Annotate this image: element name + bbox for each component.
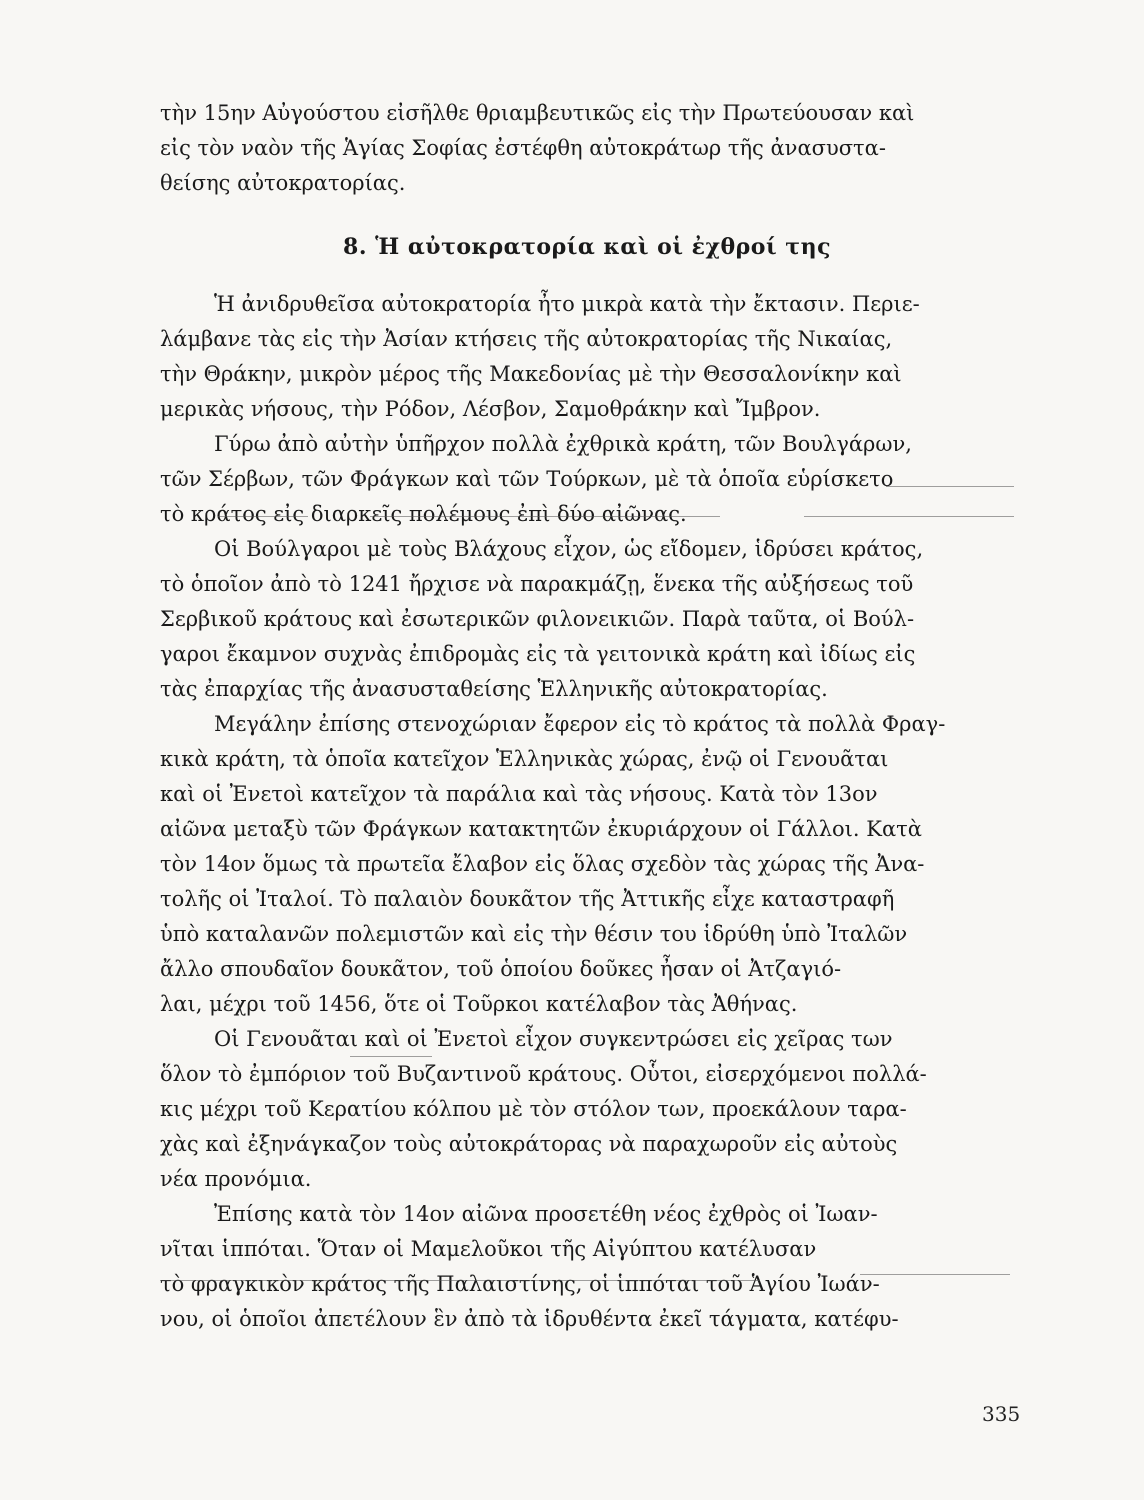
paragraph-line: Γύρω ἀπὸ αὐτὴν ὑπῆρχον πολλὰ ἐχθρικὰ κράτη, τῶν Βουλγάρων, xyxy=(214,432,912,456)
paragraph-line: Ἐπίσης κατὰ τὸν 14ον αἰῶνα προσετέθη νέος ἐχθρὸς οἱ Ἰωαν- xyxy=(214,1202,878,1226)
body-text xyxy=(160,96,1014,1337)
paragraph-line: γαροι ἔκαμνον συχνὰς ἐπιδρομὰς εἰς τὰ γειτονικὰ κράτη καὶ ἰδίως εἰς xyxy=(160,642,916,666)
paragraph-line: χὰς καὶ ἐξηνάγκαζον τοὺς αὐτοκράτορας νὰ παραχωροῦν εἰς αὐτοὺς xyxy=(160,1132,898,1156)
paragraph-line: Μεγάλην ἐπίσης στενοχώριαν ἔφερον εἰς τὸ κράτος τὰ πολλὰ Φραγ- xyxy=(214,712,946,736)
paragraph-line: τῶν Σέρβων, τῶν Φράγκων καὶ τῶν Τούρκων, μὲ τὰ ὁποῖα εὑρίσκετο xyxy=(160,467,894,491)
paragraph-line: τὴν Θράκην, μικρὸν μέρος τῆς Μακεδονίας μὲ τὴν Θεσσαλονίκην καὶ xyxy=(160,362,902,386)
intro-line: τὴν 15ην Αὐγούστου εἰσῆλθε θριαμβευτικῶς εἰς τὴν Πρωτεύουσαν καὶ xyxy=(160,101,915,125)
paragraph-line: ὅλον τὸ ἐμπόριον τοῦ Βυζαντινοῦ κράτους. Οὗτοι, εἰσερχόμενοι πολλά- xyxy=(160,1062,927,1086)
section-heading: 8. Ἡ αὐτοκρατορία καὶ οἱ ἐχθροί της xyxy=(343,234,831,260)
paragraph-line: Οἱ Γενουᾶται καὶ οἱ Ἐνετοὶ εἶχον συγκεντρώσει εἰς χεῖρας των xyxy=(214,1027,893,1051)
paragraph-line: Οἱ Βούλγαροι μὲ τοὺς Βλάχους εἶχον, ὡς εἴδομεν, ἱδρύσει κράτος, xyxy=(214,537,924,561)
paragraph-line: νῖται ἱππόται. Ὅταν οἱ Μαμελοῦκοι τῆς Αἰγύπτου κατέλυσαν xyxy=(160,1237,817,1261)
paragraph-line: ὑπὸ καταλανῶν πολεμιστῶν καὶ εἰς τὴν θέσιν του ἱδρύθη ὑπὸ Ἰταλῶν xyxy=(160,922,908,946)
paragraph-line: ἄλλο σπουδαῖον δουκᾶτον, τοῦ ὁποίου δοῦκες ἦσαν οἱ Ἀτζαγιό- xyxy=(160,957,842,981)
paragraph-line: λάμβανε τὰς εἰς τὴν Ἀσίαν κτήσεις τῆς αὐτοκρατορίας τῆς Νικαίας, xyxy=(160,327,893,351)
pencil-underline xyxy=(886,486,1014,487)
paragraph-line: τὸ κράτος εἰς διαρκεῖς πολέμους ἐπὶ δύο αἰῶνας. xyxy=(160,502,687,526)
intro-line: θείσης αὐτοκρατορίας. xyxy=(160,171,406,195)
paragraph-line: καὶ οἱ Ἐνετοὶ κατεῖχον τὰ παράλια καὶ τὰς νήσους. Κατὰ τὸν 13ον xyxy=(160,782,878,806)
paragraph-line: τὸν 14ον ὅμως τὰ πρωτεῖα ἔλαβον εἰς ὅλας σχεδὸν τὰς χώρας τῆς Ἀνα- xyxy=(160,852,925,876)
paragraph-line: κικὰ κράτη, τὰ ὁποῖα κατεῖχον Ἑλληνικὰς χώρας, ἐνῷ οἱ Γενουᾶται xyxy=(160,747,889,771)
pencil-underline xyxy=(218,516,308,517)
pencil-underline xyxy=(860,1274,1010,1275)
pencil-underline xyxy=(804,516,1014,517)
paragraph-line: τὸ ὁποῖον ἀπὸ τὸ 1241 ἤρχισε νὰ παρακμάζῃ, ἕνεκα τῆς αὐξήσεως τοῦ xyxy=(160,572,914,596)
paragraph-line: τὰς ἐπαρχίας τῆς ἀνασυσταθείσης Ἑλληνικῆς αὐτοκρατορίας. xyxy=(160,677,828,701)
paragraph-line: κις μέχρι τοῦ Κερατίου κόλπου μὲ τὸν στόλον των, προεκάλουν ταρα- xyxy=(160,1097,907,1121)
pencil-underline xyxy=(160,1280,760,1281)
paragraph-line: μερικὰς νήσους, τὴν Ρόδον, Λέσβον, Σαμοθράκην καὶ Ἴμβρον. xyxy=(160,397,821,421)
paragraph-line: Ἡ ἀνιδρυθεῖσα αὐτοκρατορία ἦτο μικρὰ κατὰ τὴν ἔκτασιν. Περιε- xyxy=(214,292,920,316)
paragraph-line: λαι, μέχρι τοῦ 1456, ὅτε οἱ Τοῦρκοι κατέλαβον τὰς Ἀθήνας. xyxy=(160,992,798,1016)
intro-line: εἰς τὸν ναὸν τῆς Ἁγίας Σοφίας ἐστέφθη αὐτοκράτωρ τῆς ἀνασυστα- xyxy=(160,136,886,160)
paragraph-line: τὸ φραγκικὸν κράτος τῆς Παλαιστίνης, οἱ ἱππόται τοῦ Ἁγίου Ἰωάν- xyxy=(160,1272,880,1296)
paragraph-line: νέα προνόμια. xyxy=(160,1167,312,1191)
page-number: 335 xyxy=(982,1402,1021,1426)
paragraph-line: τολῆς οἱ Ἰταλοί. Τὸ παλαιὸν δουκᾶτον τῆς Ἀττικῆς εἶχε καταστραφῆ xyxy=(160,887,895,911)
paragraph-line: αἰῶνα μεταξὺ τῶν Φράγκων κατακτητῶν ἐκυριάρχουν οἱ Γάλλοι. Κατὰ xyxy=(160,817,922,841)
pencil-underline xyxy=(350,1056,432,1057)
paragraph-line: νου, οἱ ὁποῖοι ἀπετέλουν ἓν ἀπὸ τὰ ἱδρυθέντα ἐκεῖ τάγματα, κατέφυ- xyxy=(160,1307,899,1331)
pencil-underline xyxy=(370,516,720,517)
paragraph-line: Σερβικοῦ κράτους καὶ ἐσωτερικῶν φιλονεικιῶν. Παρὰ ταῦτα, οἱ Βούλ- xyxy=(160,607,915,631)
